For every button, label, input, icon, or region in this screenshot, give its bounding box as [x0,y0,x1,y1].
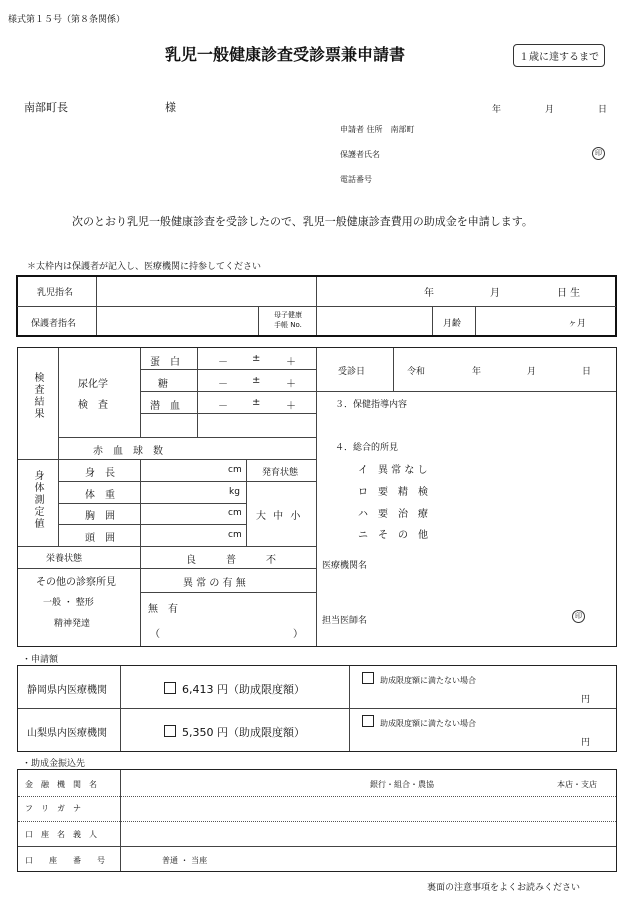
date-month: 月 [545,105,555,115]
bank-types[interactable]: 銀行・組合・農協 [370,780,434,789]
clinic-name-label: 医療機関名 [322,561,368,571]
furigana-field[interactable] [122,798,616,820]
chest-unit: cm [228,508,242,518]
urine-label: 尿化学 [78,379,108,390]
sugar-pm[interactable]: ± [252,375,261,386]
shizuoka-yen: 円 [581,695,591,705]
height-label: 身 長 [85,468,115,479]
date-year: 年 [492,105,502,115]
bank-name-label: 金 融 機 関 名 [25,780,97,789]
nutrition-values[interactable]: 良 普 不 [186,555,276,566]
infant-name-label: 乳児指名 [37,288,74,298]
doctor-seal: 印 [572,610,585,623]
paren-open: （ [150,629,160,640]
application-heading: ・申請額 [22,655,59,665]
weight-unit: kg [229,487,240,497]
shizuoka-amount[interactable]: 6,413 円（助成限度額） [164,681,305,697]
infant-name-field[interactable] [98,278,314,305]
visit-day: 日 [582,367,592,377]
account-type[interactable]: 普通 ・ 当座 [162,856,208,865]
applicant-address [340,124,415,135]
yamanashi-under-checkbox-icon[interactable] [362,715,374,727]
address-label: 申請者 住所 [340,125,383,134]
form-title: 乳児一般健康診査受診票兼申請書 [165,45,406,64]
visit-month: 月 [527,367,537,377]
nutrition-label: 栄養状態 [46,554,83,564]
head-label: 頭 囲 [85,533,115,544]
doctor-name-label: 担当医師名 [322,616,368,626]
protein-minus[interactable]: － [218,357,228,368]
visit-era: 令和 [407,367,426,377]
sugar-label: 糖 [158,379,168,390]
sugar-plus[interactable]: ＋ [286,379,296,390]
protein-plus[interactable]: ＋ [286,357,296,368]
mch-handbook-field[interactable] [318,308,430,334]
dob-day: 日 生 [557,288,581,299]
application-statement: 次のとおり乳児一般健康診査を受診したので、乳児一般健康診査費用の助成金を申請します。 [72,215,533,228]
rbc-label: 赤 血 球 数 [93,446,163,457]
option-needs-exam[interactable]: ロ 要 精 検 [358,487,428,498]
age-badge: １歳に達するまで [513,44,605,67]
footer-note: 裏面の注意事項をよくお読みください [427,883,581,893]
guardian-seal: 印 [592,147,605,160]
visit-date-label: 受診日 [338,367,366,377]
dob-month: 月 [490,288,500,299]
presence-options[interactable]: 無 有 [148,604,178,615]
blood-minus[interactable]: － [218,401,228,412]
head-unit: cm [228,530,242,540]
bank-heading: ・助成金振込先 [22,759,86,769]
guardian-name-label: 保護者氏名 [340,150,380,159]
option-no-abnormal[interactable]: イ 異 常 な し [358,465,428,476]
protein-pm[interactable]: ± [252,353,261,364]
addressee-honorific: 様 [165,101,176,114]
furigana-label: フ リ ガ ナ [25,804,81,813]
date-day: 日 [598,105,608,115]
overall-label: ４．総合的所見 [335,443,399,453]
form-number: 様式第１５号（第８条関係） [8,15,126,25]
shizuoka-under-checkbox-icon[interactable] [362,672,374,684]
guidance-label: ３．保健指導内容 [335,400,408,410]
yamanashi-under-option[interactable]: 助成限度額に満たない場合 [362,715,476,729]
weight-label: 体 重 [85,490,115,501]
development-label: 発育状態 [262,468,299,478]
abnormal-label: 異 常 の 有 無 [183,578,246,589]
guardian-name-field[interactable] [98,308,256,334]
shizuoka-checkbox-icon[interactable] [164,682,176,694]
protein-label: 蛋 白 [150,357,180,368]
yamanashi-label: 山梨県内医療機関 [27,728,107,739]
address-value: 南部町 [390,125,415,134]
exam-result-label: 検査結果 [32,372,43,420]
shizuoka-label: 静岡県内医療機関 [27,685,107,696]
addressee-town: 南部町長 [24,101,68,114]
phone-label: 電話番号 [340,175,372,184]
shizuoka-under-option[interactable]: 助成限度額に満たない場合 [362,672,476,686]
chest-label: 胸 囲 [85,511,115,522]
occult-blood-label: 潜 血 [150,401,180,412]
yamanashi-yen: 円 [581,738,591,748]
mch-handbook-label: 母子健康 手帳 No. [274,311,302,329]
option-needs-treatment[interactable]: ハ 要 治 療 [358,509,428,520]
body-measure-label: 身体測定値 [32,470,43,530]
development-values[interactable]: 大 中 小 [256,511,303,522]
sugar-minus[interactable]: － [218,379,228,390]
age-months-unit: ヶ月 [568,319,587,329]
guardian-name-box-label: 保護者指名 [31,319,77,329]
branch-types[interactable]: 本店・支店 [557,780,597,789]
account-number-label: 口 座 番 号 [25,856,105,865]
age-months-label: 月齢 [443,319,462,329]
paren-close: ） [293,629,303,640]
option-other[interactable]: ニ そ の 他 [358,530,428,541]
height-unit: cm [228,465,242,475]
other-findings-label: その他の診察所見 [36,577,116,588]
account-holder-label: 口 座 名 義 人 [25,830,97,839]
yamanashi-amount[interactable]: 5,350 円（助成限度額） [164,724,305,740]
instruction-note: ＊太枠内は保護者が記入し、医療機関に持参してください [27,262,262,272]
mental-dev-label: 精神発達 [54,619,91,629]
yamanashi-checkbox-icon[interactable] [164,725,176,737]
account-holder-field[interactable] [122,823,616,845]
visit-year: 年 [472,367,482,377]
urine-label-2: 検 査 [78,400,108,411]
blood-plus[interactable]: ＋ [286,401,296,412]
general-ortho-label: 一般 ・ 整形 [43,598,94,608]
dob-year: 年 [424,288,434,299]
blood-pm[interactable]: ± [252,397,261,408]
